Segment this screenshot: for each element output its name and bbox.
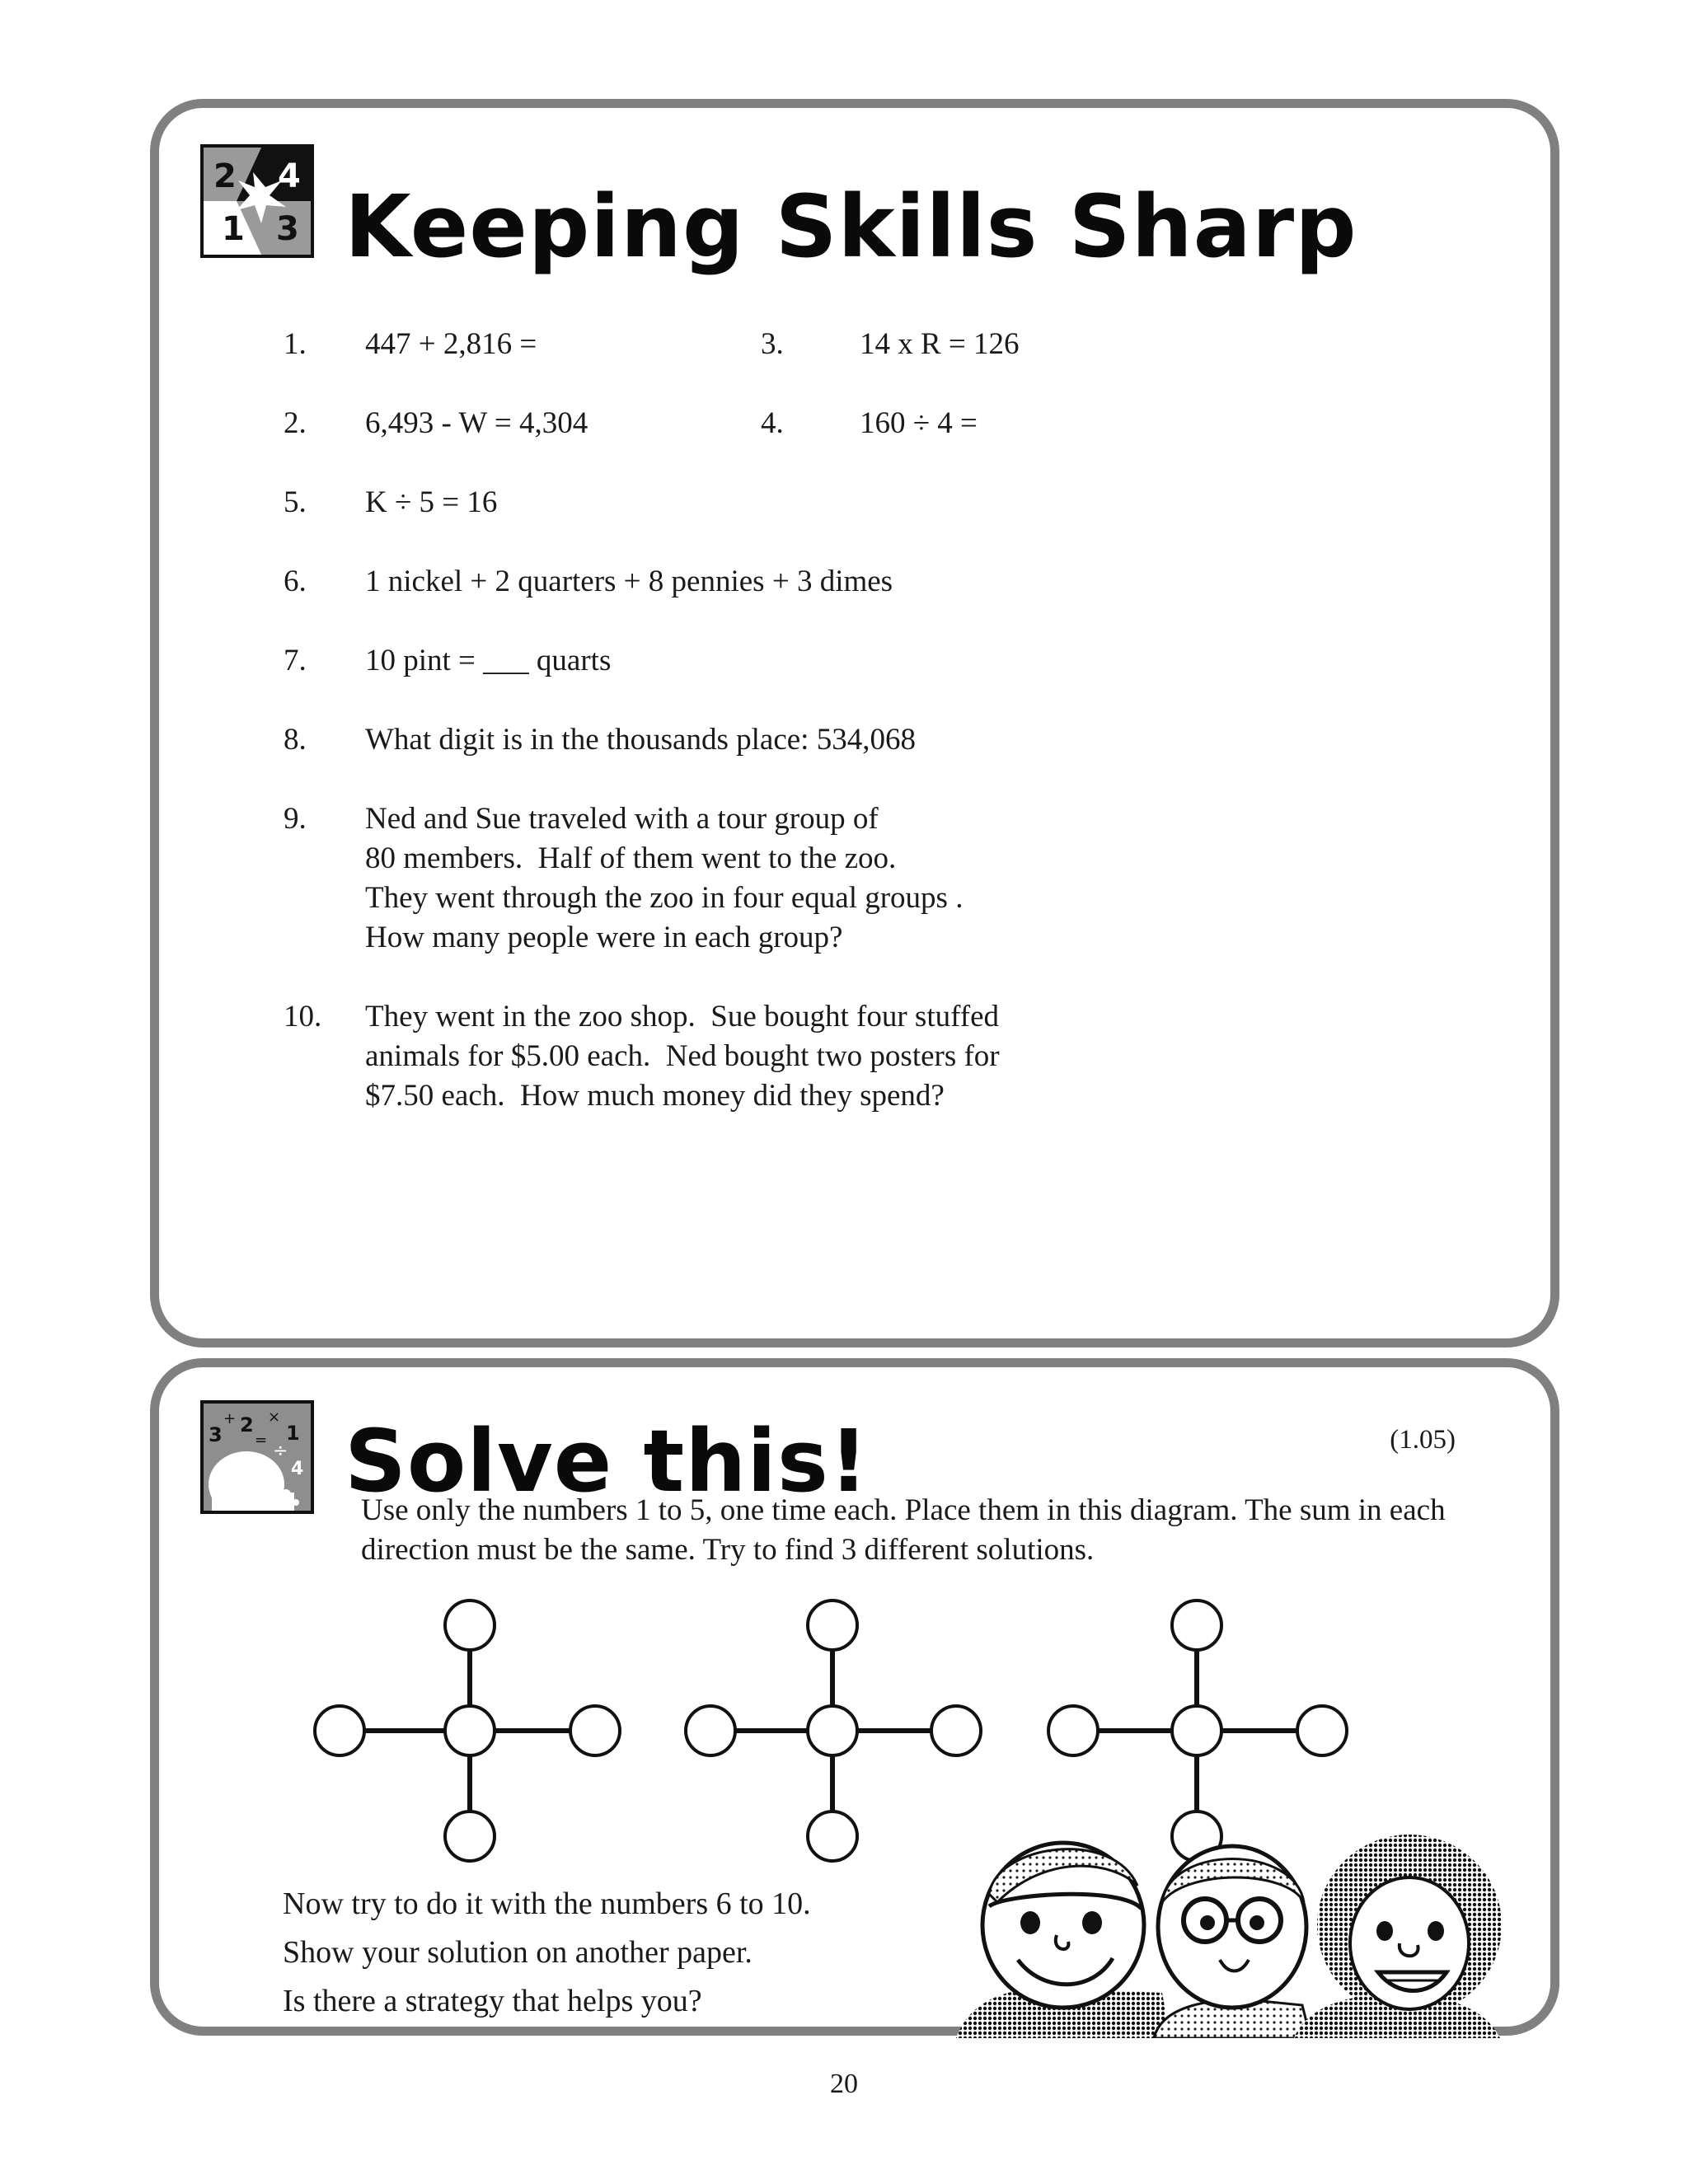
cross-diagram-2 <box>676 1599 989 1863</box>
diagram-circle <box>445 1811 495 1861</box>
problem-number: 9. <box>284 802 307 836</box>
problem-number: 2. <box>284 406 307 440</box>
section-title: Solve this! <box>345 1411 870 1511</box>
problem-number: 6. <box>284 565 307 598</box>
section-title: Keeping Skills Sharp <box>345 176 1357 277</box>
problem-text: 14 x R = 126 <box>860 327 1020 361</box>
problem-number: 10. <box>284 1000 322 1033</box>
numbers-badge-icon <box>200 144 314 258</box>
diagram-circle <box>931 1706 981 1755</box>
badge-number-1: 1 <box>222 210 245 248</box>
diagram-circle <box>808 1706 857 1755</box>
badge-symbol: 4 <box>291 1459 304 1479</box>
followup-line: Is there a strategy that helps you? <box>283 1984 702 2018</box>
diagram-circle <box>1297 1706 1347 1755</box>
badge-symbol: × <box>268 1408 281 1426</box>
problem-text: They went in the zoo shop. Sue bought four stuffed animals for $5.00 each. Ned bought two posters for $7.50 each. How much money did they spend? <box>365 1000 1000 1113</box>
problem-text: 160 ÷ 4 = <box>860 406 978 440</box>
keeping-skills-sharp-panel <box>150 99 1559 1347</box>
problem-text: What digit is in the thousands place: 534,068 <box>365 723 916 757</box>
problem-number: 8. <box>284 723 307 757</box>
badge-symbol: ÷ <box>273 1441 288 1461</box>
badge-number-3: 3 <box>276 210 299 248</box>
followup-line: Show your solution on another paper. <box>283 1935 753 1970</box>
badge-number-4: 4 <box>278 157 301 195</box>
page-number: 20 <box>830 2069 858 2099</box>
problem-number: 7. <box>284 644 307 677</box>
diagram-circle <box>808 1811 857 1861</box>
diagram-circle <box>808 1601 857 1650</box>
problem-number: 5. <box>284 485 307 519</box>
badge-symbol: 1 <box>286 1422 300 1445</box>
diagram-circle <box>570 1706 620 1755</box>
problem-text: 447 + 2,816 = <box>365 327 537 361</box>
cross-diagram-1 <box>313 1599 626 1863</box>
math-symbols-badge-icon <box>200 1400 314 1514</box>
problem-number: 3. <box>761 327 784 361</box>
problem-text: 6,493 - W = 4,304 <box>365 406 588 440</box>
diagram-circle <box>1172 1706 1221 1755</box>
followup-line: Now try to do it with the numbers 6 to 10. <box>283 1886 811 1921</box>
three-kids-illustration <box>948 1828 1525 2038</box>
badge-symbol: 2 <box>240 1413 254 1436</box>
badge-number-2: 2 <box>213 157 237 195</box>
badge-symbol: + <box>223 1410 237 1427</box>
diagram-circle <box>1048 1706 1098 1755</box>
diagram-circle <box>315 1706 364 1755</box>
problem-text: Ned and Sue traveled with a tour group of 80 members. Half of them went to the zoo. They went through the zoo in four equal groups . How many people were in each group? <box>365 802 964 954</box>
problem-number: 4. <box>761 406 784 440</box>
badge-symbol: = <box>255 1432 268 1449</box>
diagram-circle <box>445 1601 495 1650</box>
diagram-circle <box>1172 1601 1221 1650</box>
problem-text: 1 nickel + 2 quarters + 8 pennies + 3 dimes <box>365 565 893 598</box>
badge-symbol: 3 <box>209 1423 223 1446</box>
diagram-circle <box>686 1706 735 1755</box>
problem-text: K ÷ 5 = 16 <box>365 485 498 519</box>
instructions-text: Use only the numbers 1 to 5, one time each. Place them in this diagram. The sum in each direction must be the same. Try to find 3 different solutions. <box>361 1493 1446 1567</box>
cross-diagram-3 <box>1040 1599 1353 1863</box>
diagram-circle <box>445 1706 495 1755</box>
activity-code: (1.05) <box>1390 1425 1456 1455</box>
problem-text: 10 pint = ___ quarts <box>365 644 612 677</box>
problem-number: 1. <box>284 327 307 361</box>
